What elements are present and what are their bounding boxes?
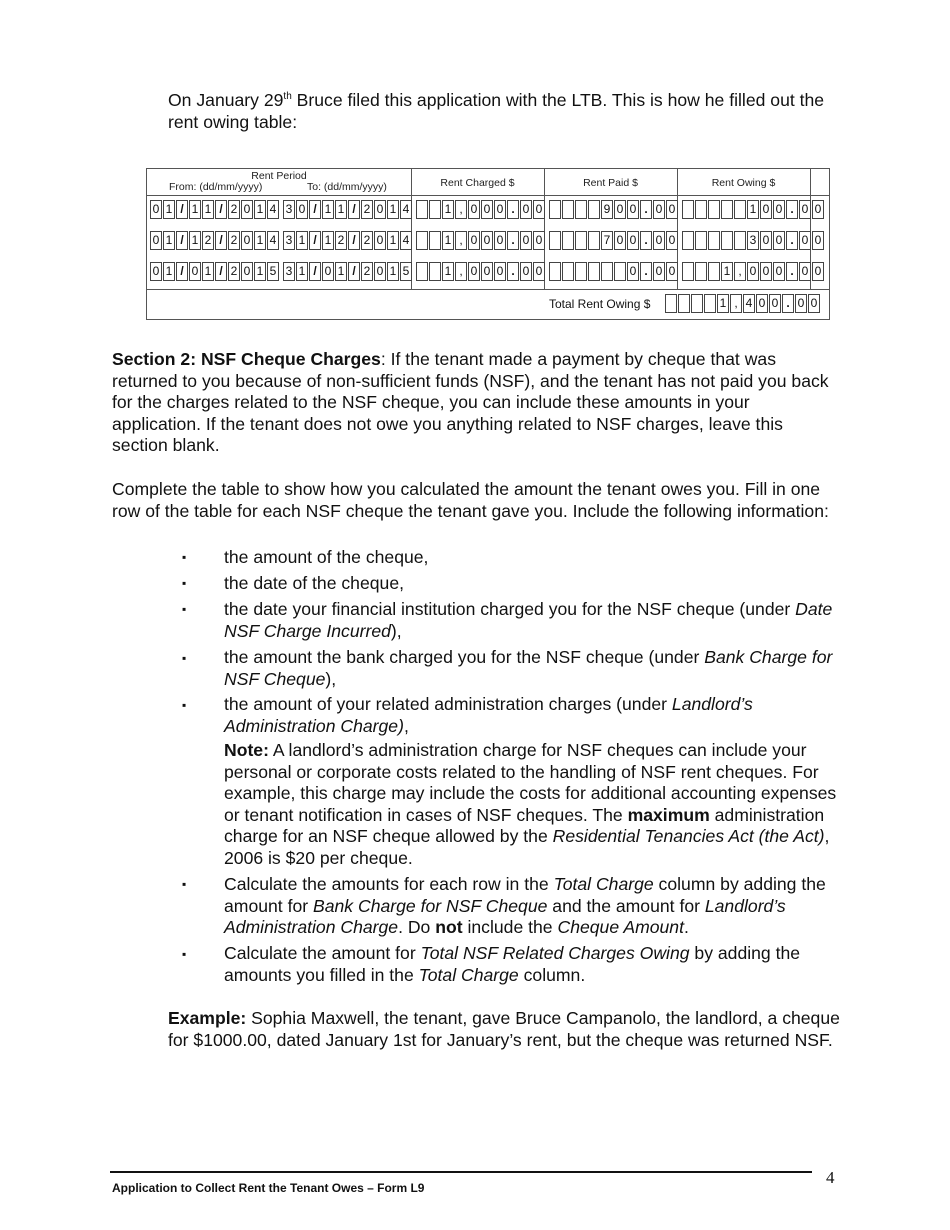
bullet-text: the date your financial institution charged you for the NSF cheque (under <box>224 599 796 619</box>
total-char: 0 <box>756 294 768 313</box>
bullet-text: the amount of your related administration charges (under <box>224 694 672 714</box>
rent-paid-char: 0 <box>614 200 626 219</box>
bullet-marker: ▪ <box>182 947 187 961</box>
rent-to-char: 1 <box>322 200 334 219</box>
rent-to-char: 2 <box>361 262 373 281</box>
rent-charged-char: . <box>507 231 519 250</box>
bullet-marker: ▪ <box>182 602 187 616</box>
rent-to-char: 1 <box>387 231 399 250</box>
rent-charged-char: 0 <box>468 200 480 219</box>
rent-to-char: / <box>348 231 360 250</box>
bullet-text: the date of the cheque, <box>224 573 404 593</box>
rent-owing-field <box>682 231 825 250</box>
total-char: . <box>782 294 794 313</box>
rent-to-char: 0 <box>296 200 308 219</box>
rent-paid-char: . <box>640 262 652 281</box>
rent-paid-char: . <box>640 231 652 250</box>
intro-paragraph <box>168 90 848 133</box>
empty-cell <box>691 294 703 313</box>
empty-cell <box>429 231 441 250</box>
rent-charged-char: , <box>455 262 467 281</box>
rent-charged-char: 0 <box>468 262 480 281</box>
bullet-text: include the <box>462 917 558 937</box>
bullet-marker: ▪ <box>182 651 187 665</box>
rent-paid-char: 0 <box>666 262 678 281</box>
rent-to-char: 4 <box>400 200 412 219</box>
rent-from-char: / <box>176 262 188 281</box>
rent-to-char: 1 <box>387 200 399 219</box>
rent-to-char: 3 <box>283 262 295 281</box>
example-label: Example: <box>168 1008 247 1028</box>
rent-charged-char: 0 <box>520 262 532 281</box>
rent-to-char: 3 <box>283 200 295 219</box>
intro-post: Bruce filed this application with the LTB. This is how he filled out the rent owing table: <box>168 90 825 132</box>
rent-to-char: 0 <box>322 262 334 281</box>
rent-from-char: / <box>215 200 227 219</box>
rent-paid-field <box>549 200 679 219</box>
rent-owing-char: 0 <box>760 200 772 219</box>
header-to: To: (dd/mm/yyyy) <box>307 181 387 193</box>
rent-from-char: 2 <box>202 231 214 250</box>
bullet-text: column. <box>518 964 586 985</box>
rent-owing-char: 0 <box>773 231 785 250</box>
rent-to-char: 4 <box>400 231 412 250</box>
bullet-em: Total Charge <box>553 874 654 894</box>
rent-from-char: 0 <box>150 200 162 219</box>
rent-to-char: / <box>348 262 360 281</box>
rent-to-char: 0 <box>374 200 386 219</box>
rent-from-char: 4 <box>267 200 279 219</box>
bullet-em: Cheque Amount <box>557 917 684 937</box>
rent-from-char: 0 <box>189 262 201 281</box>
rent-charged-char: 0 <box>520 231 532 250</box>
total-char: , <box>730 294 742 313</box>
empty-cell <box>695 200 707 219</box>
rent-charged-char: 1 <box>442 231 454 250</box>
total-char: 0 <box>795 294 807 313</box>
rent-owing-char: 0 <box>760 262 772 281</box>
empty-cell <box>721 231 733 250</box>
rent-owing-field <box>682 200 825 219</box>
rent-from-field <box>150 262 280 281</box>
rent-from-char: 1 <box>163 262 175 281</box>
divider <box>147 195 829 196</box>
rent-charged-char: 0 <box>468 231 480 250</box>
empty-cell <box>704 294 716 313</box>
rent-charged-field <box>416 200 546 219</box>
section2-text: : If the tenant made a payment by cheque that was returned to you because of non-sufficient funds (NSF), and the tenant has not paid you back for the charges related to the NSF cheque, you can include these amounts in your application. If the tenant does not owe you anything related to NSF charges, leave this section blank. <box>112 349 829 455</box>
rent-charged-field <box>416 262 546 281</box>
rent-from-field <box>150 231 280 250</box>
rent-owing-field <box>682 262 825 281</box>
empty-cell <box>708 231 720 250</box>
rent-from-char: 2 <box>228 200 240 219</box>
rent-from-char: / <box>215 231 227 250</box>
example-paragraph <box>168 1008 848 1051</box>
empty-cell <box>695 231 707 250</box>
empty-cell <box>588 231 600 250</box>
rent-to-char: / <box>348 200 360 219</box>
empty-cell <box>734 231 746 250</box>
bullet-text: column by adding the amount for <box>224 874 826 916</box>
bullet-marker: ▪ <box>182 576 187 590</box>
rent-from-char: 0 <box>150 262 162 281</box>
empty-cell <box>549 231 561 250</box>
rent-owing-char: . <box>786 262 798 281</box>
note-em: Residential Tenancies Act (the Act) <box>552 826 825 846</box>
total-char: 0 <box>808 294 820 313</box>
total-char: 0 <box>769 294 781 313</box>
rent-to-char: 2 <box>335 231 347 250</box>
complete-table-paragraph: Complete the table to show how you calculated the amount the tenant owes you. Fill in one row of the table for each NSF cheque the tenant gave you. Include the following information: <box>112 479 829 521</box>
rent-owing-char: 0 <box>812 231 824 250</box>
bullet-item <box>224 647 844 690</box>
rent-charged-char: 0 <box>533 200 545 219</box>
bullet-marker: ▪ <box>182 877 187 891</box>
bullet-text: the amount the bank charged you for the NSF cheque (under <box>224 647 705 667</box>
empty-cell <box>575 231 587 250</box>
rent-to-field <box>283 231 413 250</box>
rent-charged-char: , <box>455 231 467 250</box>
empty-cell <box>575 200 587 219</box>
rent-charged-char: 0 <box>481 231 493 250</box>
bullet-em: Landlord’s Administration Charge) <box>224 694 753 736</box>
rent-from-char: 2 <box>228 231 240 250</box>
footer-title: Application to Collect Rent the Tenant Owes – Form L9 <box>112 1181 425 1195</box>
rent-paid-field <box>549 262 679 281</box>
rent-owing-char: 0 <box>773 200 785 219</box>
rent-charged-char: , <box>455 200 467 219</box>
rent-charged-char: 1 <box>442 262 454 281</box>
empty-cell <box>429 200 441 219</box>
bullet-item <box>224 573 844 595</box>
rent-from-char: 1 <box>189 200 201 219</box>
empty-cell <box>721 200 733 219</box>
rent-to-char: 1 <box>335 200 347 219</box>
bullet-text: Calculate the amounts for each row in the <box>224 874 554 894</box>
bullet-em: Bank Charge for NSF Cheque <box>224 647 833 689</box>
empty-cell <box>575 262 587 281</box>
empty-cell <box>562 231 574 250</box>
empty-cell <box>695 262 707 281</box>
empty-cell <box>682 200 694 219</box>
bullet-item <box>224 547 844 569</box>
note-paragraph <box>224 740 839 869</box>
rent-owing-char: 0 <box>799 262 811 281</box>
rent-from-char: 1 <box>163 231 175 250</box>
rent-to-char: 1 <box>387 262 399 281</box>
bullet-text: by adding the amounts you filled in the <box>224 943 801 985</box>
rent-from-char: 0 <box>150 231 162 250</box>
total-char: 4 <box>743 294 755 313</box>
bullet-marker: ▪ <box>182 698 187 712</box>
bullet-text: Calculate the amount for <box>224 943 421 963</box>
bullet-text: . <box>683 917 689 937</box>
rent-paid-char: 0 <box>627 231 639 250</box>
empty-cell <box>416 231 428 250</box>
bullet-em: Total Charge <box>418 964 519 985</box>
divider <box>147 289 829 290</box>
rent-to-field <box>283 200 413 219</box>
bullet-item <box>224 943 844 986</box>
rent-owing-char: 0 <box>812 200 824 219</box>
rent-charged-char: 0 <box>520 200 532 219</box>
rent-paid-char: 0 <box>653 231 665 250</box>
bullet-text: the amount of the cheque, <box>224 547 429 567</box>
rent-paid-char: 0 <box>614 231 626 250</box>
bullet-item <box>224 874 844 939</box>
rent-paid-field <box>549 231 679 250</box>
rent-owing-char: 0 <box>760 231 772 250</box>
rent-paid-char: 9 <box>601 200 613 219</box>
rent-paid-char: 0 <box>653 262 665 281</box>
empty-cell <box>682 231 694 250</box>
rent-from-char: / <box>176 231 188 250</box>
bullet-strong: not <box>435 917 463 937</box>
rent-from-char: 1 <box>254 200 266 219</box>
rent-to-char: / <box>309 262 321 281</box>
empty-cell <box>588 262 600 281</box>
rent-from-char: / <box>215 262 227 281</box>
rent-charged-char: 0 <box>494 200 506 219</box>
empty-cell <box>588 200 600 219</box>
note-text: administration charge for an NSF cheque allowed by the <box>224 804 825 846</box>
rent-owing-char: 0 <box>799 200 811 219</box>
rent-to-char: 2 <box>361 200 373 219</box>
rent-from-char: 5 <box>267 262 279 281</box>
rent-paid-char: . <box>640 200 652 219</box>
rent-charged-char: 0 <box>533 262 545 281</box>
bullet-em: Total NSF Related Charges Owing <box>420 943 690 963</box>
empty-cell <box>734 200 746 219</box>
rent-charged-char: 0 <box>494 262 506 281</box>
rent-charged-char: 0 <box>494 231 506 250</box>
bullet-em: Bank Charge for NSF Cheque <box>313 895 548 916</box>
bullet-text: ), <box>390 620 402 641</box>
rent-from-char: / <box>176 200 188 219</box>
rent-charged-char: . <box>507 262 519 281</box>
total-rent-owing-label: Total Rent Owing $ <box>549 297 651 311</box>
empty-cell <box>665 294 677 313</box>
rent-to-char: 5 <box>400 262 412 281</box>
note-text: , 2006 is $20 per cheque. <box>224 826 830 868</box>
note-strong: maximum <box>627 804 710 825</box>
rent-from-char: 1 <box>163 200 175 219</box>
empty-cell <box>562 262 574 281</box>
rent-from-char: 1 <box>202 200 214 219</box>
rent-paid-char: 0 <box>627 262 639 281</box>
bullet-text: , <box>403 715 409 736</box>
rent-to-char: 1 <box>296 262 308 281</box>
rent-charged-field <box>416 231 546 250</box>
rent-charged-char: 1 <box>442 200 454 219</box>
rent-paid-char: 0 <box>627 200 639 219</box>
rent-owing-table <box>146 168 830 320</box>
header-rent-paid: Rent Paid $ <box>583 177 638 189</box>
rent-owing-char: 1 <box>721 262 733 281</box>
rent-owing-char: , <box>734 262 746 281</box>
rent-to-char: 0 <box>374 262 386 281</box>
section2-title: Section 2: NSF Cheque Charges <box>112 349 381 369</box>
empty-cell <box>678 294 690 313</box>
rent-charged-char: 0 <box>481 262 493 281</box>
rent-charged-char: 0 <box>481 200 493 219</box>
rent-from-char: 2 <box>228 262 240 281</box>
header-from: From: (dd/mm/yyyy) <box>169 181 263 193</box>
rent-to-char: / <box>309 200 321 219</box>
header-rent-owing: Rent Owing $ <box>711 177 776 189</box>
bullet-em: Landlord’s Administration Charge <box>224 895 786 937</box>
total-char: 1 <box>717 294 729 313</box>
rent-owing-char: 0 <box>773 262 785 281</box>
rent-to-char: / <box>309 231 321 250</box>
total-rent-owing-value <box>665 294 821 313</box>
empty-cell <box>562 200 574 219</box>
empty-cell <box>708 262 720 281</box>
rent-charged-char: 0 <box>533 231 545 250</box>
rent-from-char: 0 <box>241 231 253 250</box>
header-rent-charged: Rent Charged $ <box>440 177 515 189</box>
empty-cell <box>601 262 613 281</box>
bullet-marker: ▪ <box>182 550 187 564</box>
rent-from-char: 1 <box>189 231 201 250</box>
example-text: Sophia Maxwell, the tenant, gave Bruce Campanolo, the landlord, a cheque for $1000.00, dated January 1st for January’s rent, but the cheque was returned NSF. <box>168 1008 840 1050</box>
rent-to-char: 0 <box>374 231 386 250</box>
rent-owing-char: . <box>786 200 798 219</box>
empty-cell <box>549 200 561 219</box>
rent-from-char: 1 <box>254 231 266 250</box>
rent-paid-char: 0 <box>653 200 665 219</box>
rent-from-char: 0 <box>241 262 253 281</box>
bullet-item <box>224 599 844 642</box>
rent-from-char: 4 <box>267 231 279 250</box>
rent-owing-char: 0 <box>812 262 824 281</box>
section2-paragraph <box>112 349 840 457</box>
bullet-em: Date NSF Charge Incurred <box>224 599 833 641</box>
rent-owing-char: 1 <box>747 200 759 219</box>
bullet-text: ), <box>325 668 337 689</box>
empty-cell <box>614 262 626 281</box>
bullet-text: . Do <box>398 917 436 937</box>
rent-from-char: 1 <box>254 262 266 281</box>
empty-cell <box>708 200 720 219</box>
bullet-text: and the amount for <box>547 895 705 916</box>
rent-to-field <box>283 262 413 281</box>
header-rent-period: Rent Period <box>251 170 307 182</box>
page-number: 4 <box>826 1168 835 1187</box>
footer-divider <box>110 1171 812 1173</box>
note-label: Note: <box>224 740 269 760</box>
rent-from-field <box>150 200 280 219</box>
rent-to-char: 1 <box>322 231 334 250</box>
empty-cell <box>416 200 428 219</box>
note-text: A landlord’s administration charge for NSF cheques can include your personal or corporate costs related to the handling of NSF rent cheques. For example, this charge may include the costs for additional accounting expenses or tenant notification in cases of NSF cheques. The <box>224 740 837 825</box>
rent-paid-char: 0 <box>666 231 678 250</box>
rent-to-char: 3 <box>283 231 295 250</box>
intro-pre: On January 29 <box>168 90 284 110</box>
rent-owing-char: 0 <box>747 262 759 281</box>
rent-charged-char: . <box>507 200 519 219</box>
rent-owing-char: 0 <box>799 231 811 250</box>
empty-cell <box>429 262 441 281</box>
rent-from-char: 0 <box>241 200 253 219</box>
intro-sup: th <box>283 91 292 103</box>
rent-owing-char: 3 <box>747 231 759 250</box>
empty-cell <box>416 262 428 281</box>
empty-cell <box>682 262 694 281</box>
rent-from-char: 1 <box>202 262 214 281</box>
rent-owing-char: . <box>786 231 798 250</box>
rent-paid-char: 0 <box>666 200 678 219</box>
bullet-item <box>224 694 844 737</box>
rent-to-char: 2 <box>361 231 373 250</box>
rent-to-char: 1 <box>296 231 308 250</box>
rent-paid-char: 7 <box>601 231 613 250</box>
rent-to-char: 1 <box>335 262 347 281</box>
empty-cell <box>549 262 561 281</box>
